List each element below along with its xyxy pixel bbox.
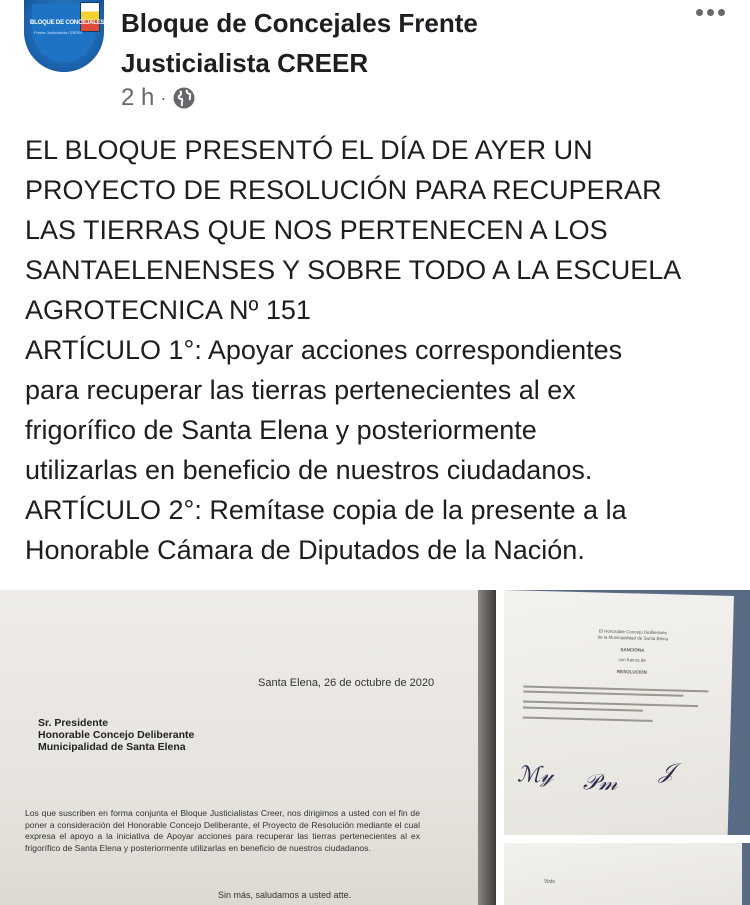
photo-document-2[interactable] — [504, 843, 750, 905]
signature-1: ℳ𝓎 — [516, 762, 554, 789]
page-name-link[interactable] — [121, 3, 641, 83]
document-visto: Visto — [544, 879, 556, 885]
post-line: PROYECTO DE RESOLUCIÓN PARA RECUPERAR — [25, 175, 662, 205]
post-line: Honorable Cámara de Diputados de la Nación. — [25, 535, 585, 565]
signature-3: 𝒥 — [658, 759, 675, 785]
post-text — [25, 130, 735, 570]
post-line: ARTÍCULO 2°: Remítase copia de la presente a la — [25, 495, 627, 525]
post-meta — [121, 84, 196, 112]
meta-separator: · — [160, 87, 167, 108]
post-line: frigorífico de Santa Elena y posteriormente — [25, 415, 537, 445]
post-line: AGROTECNICA Nº 151 — [25, 295, 311, 325]
document-sheet — [504, 843, 742, 905]
letter-date: Santa Elena, 26 de octubre de 2020 — [258, 677, 435, 689]
photo-letter[interactable] — [0, 590, 496, 905]
post-line: LAS TIERRAS QUE NOS PERTENECEN A LOS — [25, 215, 608, 245]
avatar-flag-logo — [80, 2, 100, 32]
avatar-text: BLOQUE DE CONCEJALES — [30, 20, 104, 26]
post-line: EL BLOQUE PRESENTÓ EL DÍA DE AYER UN — [25, 135, 593, 165]
post-time[interactable]: 2 h — [121, 84, 155, 111]
letter-body: Los que suscriben en forma conjunta el Bloque Justicialistas Creer, nos dirigimos a usted con el fin de poner a consideración del Honorable Concejo Deliberante, el Proyecto de Resolución mediante el cual expresa el apoyo a la iniciativa de Apoyar acciones para recuperar las tierras pertenecientes al ex frigorífico de Santa Elena y posteriormente utilizarlas en beneficio de nuestros ciudadanos. — [25, 808, 420, 853]
post-line: utilizarlas en beneficio de nuestros ciudadanos. — [25, 455, 593, 485]
letter-closing: Sin más, saludamos a usted atte. — [218, 890, 352, 900]
page-name-line1: Bloque de Concejales Frente — [121, 8, 478, 38]
more-options-icon[interactable] — [690, 0, 730, 24]
post-line: ARTÍCULO 1°: Apoyar acciones correspondientes — [25, 335, 623, 365]
photo-resolution[interactable] — [504, 590, 750, 835]
page-name-line2: Justicialista CREER — [121, 48, 369, 78]
post-line: SANTAELENENSES Y SOBRE TODO A LA ESCUELA — [25, 255, 682, 285]
signature-2: 𝒫𝓂 — [582, 770, 618, 797]
post-line: para recuperar las tierras pertenecientes al ex — [25, 375, 576, 405]
letter-addressee: Sr. Presidente Honorable Concejo Deliberante Municipalidad de Santa Elena — [38, 717, 195, 753]
globe-icon[interactable] — [172, 86, 196, 110]
avatar-subtext: Frente Justicialista CREER — [34, 30, 83, 35]
photo-edge-shadow — [478, 590, 496, 905]
resolution-sheet: El Honorable Concejo Deliberante de la Municipalidad de Santa Elena SANCIONA con fuerza de RESOLUCIÓN ℳ𝓎 𝒫𝓂 𝒥 — [504, 590, 734, 835]
page-avatar[interactable] — [24, 0, 104, 72]
